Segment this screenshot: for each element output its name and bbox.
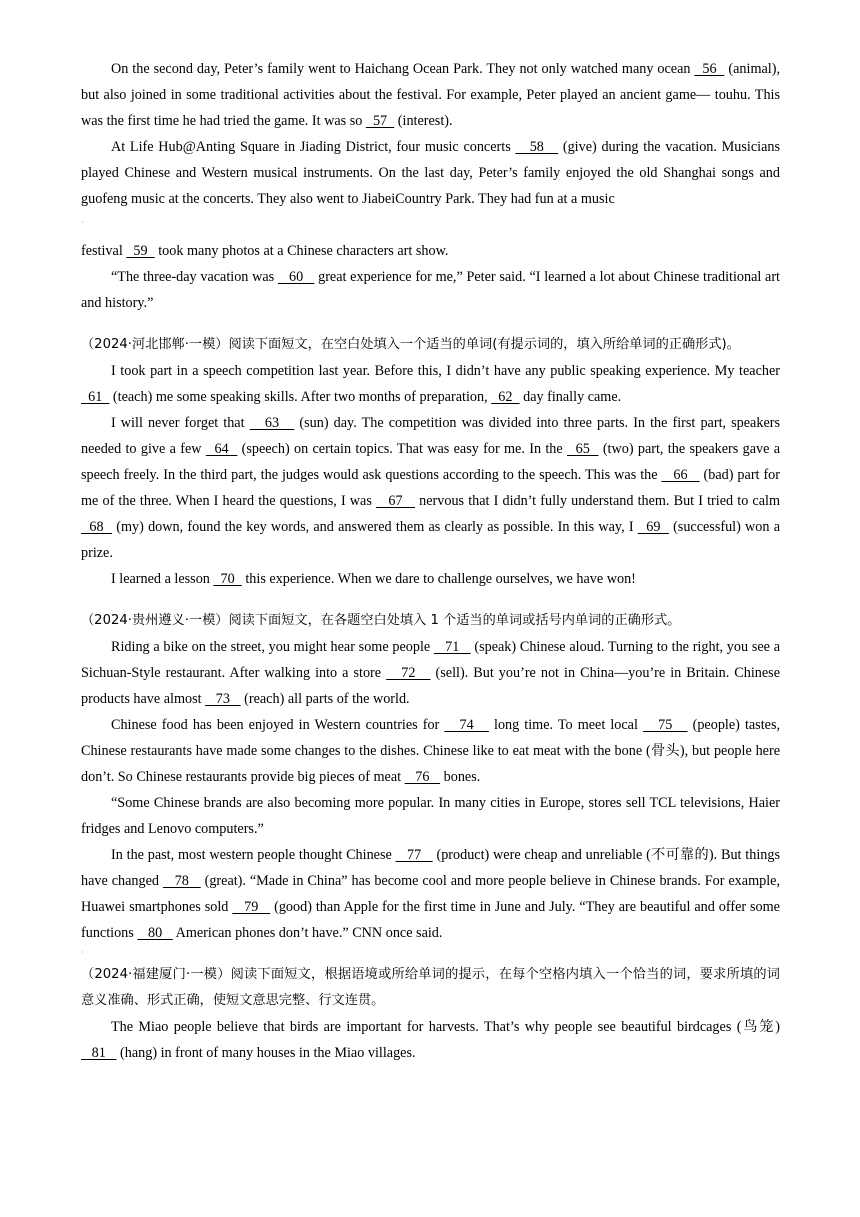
paragraph: I learned a lesson 70 this experience. When we dare to challenge ourselves, we have won! [111,571,636,587]
blank-63[interactable]: 63 [249,415,295,431]
blank-73[interactable]: 73 [205,691,241,707]
paragraph: Riding a bike on the street, you might hear some people 71 (speak) Chinese aloud. Turning to the right, you see a Sichuan-Style restaurant. After walking into a store 72 (sell). But you’re not in China—you’re in Britain. Chinese products have almost 73 (reach) all parts of the world. [81,639,781,707]
paragraph: The Miao people believe that birds are important for harvests. That’s why people see beautiful birdcages (鸟笼) 81 (hang) in front of many houses in the Miao villages. [81,1019,780,1061]
blank-62[interactable]: 62 [491,389,520,405]
blank-60[interactable]: 60 [277,269,315,285]
section-header: （2024·贵州遵义·一模）阅读下面短文，在各题空白处填入 1 个适当的单词或括号内单词的正确形式。 [81,613,681,628]
blank-68[interactable]: 68 [81,519,113,535]
paragraph: “The three-day vacation was 60 great experience for me,” Peter said. “I learned a lot about Chinese traditional art and history.” [81,269,780,311]
blank-76[interactable]: 76 [404,769,441,785]
blank-77[interactable]: 77 [395,847,433,863]
blank-58[interactable]: 58 [515,139,559,155]
blank-80[interactable]: 80 [137,925,173,941]
blank-67[interactable]: 67 [376,493,416,509]
paragraph: In the past, most western people thought Chinese 77 (product) were cheap and unreliable (不可靠的). But things have changed 78 (great). “Made in China” has become cool and more people believe in Chinese brands. For example, Huawei smartphones sold 79 (good) than Apple for the first time in June and July. “They are beautiful and offer some functions 80 American phones don’t have.” CNN once said. [81,847,780,941]
blank-66[interactable]: 66 [661,467,700,483]
blank-57[interactable]: 57 [365,113,395,129]
blank-56[interactable]: 56 [694,61,725,77]
document-page: On the second day, Peter’s family went to Haichang Ocean Park. They not only watched many ocean 56 (animal), but also joined in some traditional activities about the festival. For example, Peter played an ancient game— touhu. This was the first time he had tried the game. It was so 57 (interest). At Life Hub@Anting Square in Jiading District, four music concerts 58 (give) during the vacation. Musicians played Chinese and Western musical instruments. On the last day, Peter’s family enjoyed the old Shanghai songs and guofeng music at the concerts. They also went to JiabeiCountry Park. They had fun at a music · festival 59 took many photos at a Chinese characters art show. “The three-day vacation was 60 great experience for me,” Peter said. “I learned a lot about Chinese traditional art and history.” （2024·河北邯郸·一模）阅读下面短文，在空白处填入一个适当的单词(有提示词的，填入所给单词的正确形式)。 I took part in a speech competition last year. Before this, I didn’t have any public speaking experience. My teacher 61 (teach) me some speaking skills. After two months of preparation, 62 day finally came. I will never forget that 63 (sun) day. The competition was divided into three parts. In the first part, speakers needed to give a few 64 (speech) on certain topics. That was easy for me. In the 65 (two) part, the speakers gave a speech freely. In the third part, the judges would ask questions according to the speech. This was the 66 (bad) part for me of the three. When I heard the questions, I was 67 nervous that I didn’t fully understand them. But I tried to calm 68 (my) down, found the key words, and answered them as clearly as possible. In this way, I 69 (successful) won a prize. I learned a lesson 70 this experience. When we dare to challenge ourselves, we have won! （2024·贵州遵义·一模）阅读下面短文，在各题空白处填入 1 个适当的单词或括号内单词的正确形式。 Riding a bike on the street, you might hear some people 71 (speak) Chinese aloud. Turning to the right, you see a Sichuan-Style restaurant. After walking into a store 72 (sell). But you’re not in China—you’re in Britain. Chinese products have almost 73 (reach) all parts of the world. Chinese food has been enjoyed in Western countries for 74 long time. To meet local 75 (people) tastes, Chinese restaurants have made some changes to the dishes. Chinese like to eat meat with the bone (骨头), but people here don’t. So Chinese restaurants provide big pieces of meat 76 bones. “Some Chinese brands are also becoming more popular. In many cities in Europe, stores sell TCL televisions, Haier fridges and Lenovo computers.” In the past, most western people thought Chinese 77 (product) were cheap and unreliable (不可靠的). But things have changed 78 (great). “Made in China” has become cool and more people believe in Chinese brands. For example, Huawei smartphones sold 79 (good) than Apple for the first time in June and July. “They are beautiful and offer some functions 80 American phones don’t have.” CNN once said. · （2024·福建厦门·一模）阅读下面短文，根据语境或所给单词的提示，在每个空格内填入一个恰当的词，要求所填的词意义准确、形式正确，使短文意思完整、行文连贯。 The Miao people believe that birds are important for harvests. That’s why people see beautiful birdcages (鸟笼) 81 (hang) in front of many houses in the Miao villages. [81,56,780,1066]
blank-74[interactable]: 74 [444,717,489,733]
blank-59[interactable]: 59 [126,243,155,259]
paragraph: “Some Chinese brands are also becoming more popular. In many cities in Europe, stores sell TCL televisions, Haier fridges and Lenovo computers.” [81,795,780,837]
blank-61[interactable]: 61 [81,389,110,405]
blank-69[interactable]: 69 [637,519,669,535]
page-break-gap: · [81,218,84,227]
blank-79[interactable]: 79 [232,899,271,915]
blank-75[interactable]: 75 [642,717,688,733]
paragraph: festival 59 took many photos at a Chinese characters art show. [81,243,449,259]
blank-65[interactable]: 65 [567,441,599,457]
blank-71[interactable]: 71 [433,639,471,655]
blank-70[interactable]: 70 [213,571,242,587]
paragraph: I took part in a speech competition last year. Before this, I didn’t have any public speaking experience. My teacher 61 (teach) me some speaking skills. After two months of preparation, 62 day finally came. [81,363,780,405]
section-header: （2024·河北邯郸·一模）阅读下面短文，在空白处填入一个适当的单词(有提示词的，填入所给单词的正确形式)。 [81,337,740,352]
blank-78[interactable]: 78 [162,873,201,889]
blank-81[interactable]: 81 [81,1045,117,1061]
blank-64[interactable]: 64 [205,441,238,457]
paragraph: At Life Hub@Anting Square in Jiading District, four music concerts 58 (give) during the vacation. Musicians played Chinese and Western musical instruments. On the last day, Peter’s family enjoyed the old Shanghai songs and guofeng music at the concerts. They also went to JiabeiCountry Park. They had fun at a music [81,139,780,207]
section-header: （2024·福建厦门·一模）阅读下面短文，根据语境或所给单词的提示，在每个空格内填入一个恰当的词，要求所填的词意义准确、形式正确，使短文意思完整、行文连贯。 [81,967,780,1008]
blank-72[interactable]: 72 [386,665,431,681]
paragraph: I will never forget that 63 (sun) day. The competition was divided into three parts. In the first part, speakers needed to give a few 64 (speech) on certain topics. That was easy for me. In the 65 (two) part, the speakers gave a speech freely. In the third part, the judges would ask questions according to the speech. This was the 66 (bad) part for me of the three. When I heard the questions, I was 67 nervous that I didn’t fully understand them. But I tried to calm 68 (my) down, found the key words, and answered them as clearly as possible. In this way, I 69 (successful) won a prize. [81,415,781,561]
paragraph: Chinese food has been enjoyed in Western countries for 74 long time. To meet local 75 (people) tastes, Chinese restaurants have made some changes to the dishes. Chinese like to eat meat with the bone (骨头), but people here don’t. So Chinese restaurants provide big pieces of meat 76 bones. [81,717,781,785]
paragraph: On the second day, Peter’s family went to Haichang Ocean Park. They not only watched many ocean 56 (animal), but also joined in some traditional activities about the festival. For example, Peter played an ancient game— touhu. This was the first time he had tried the game. It was so 57 (interest). [81,61,780,129]
